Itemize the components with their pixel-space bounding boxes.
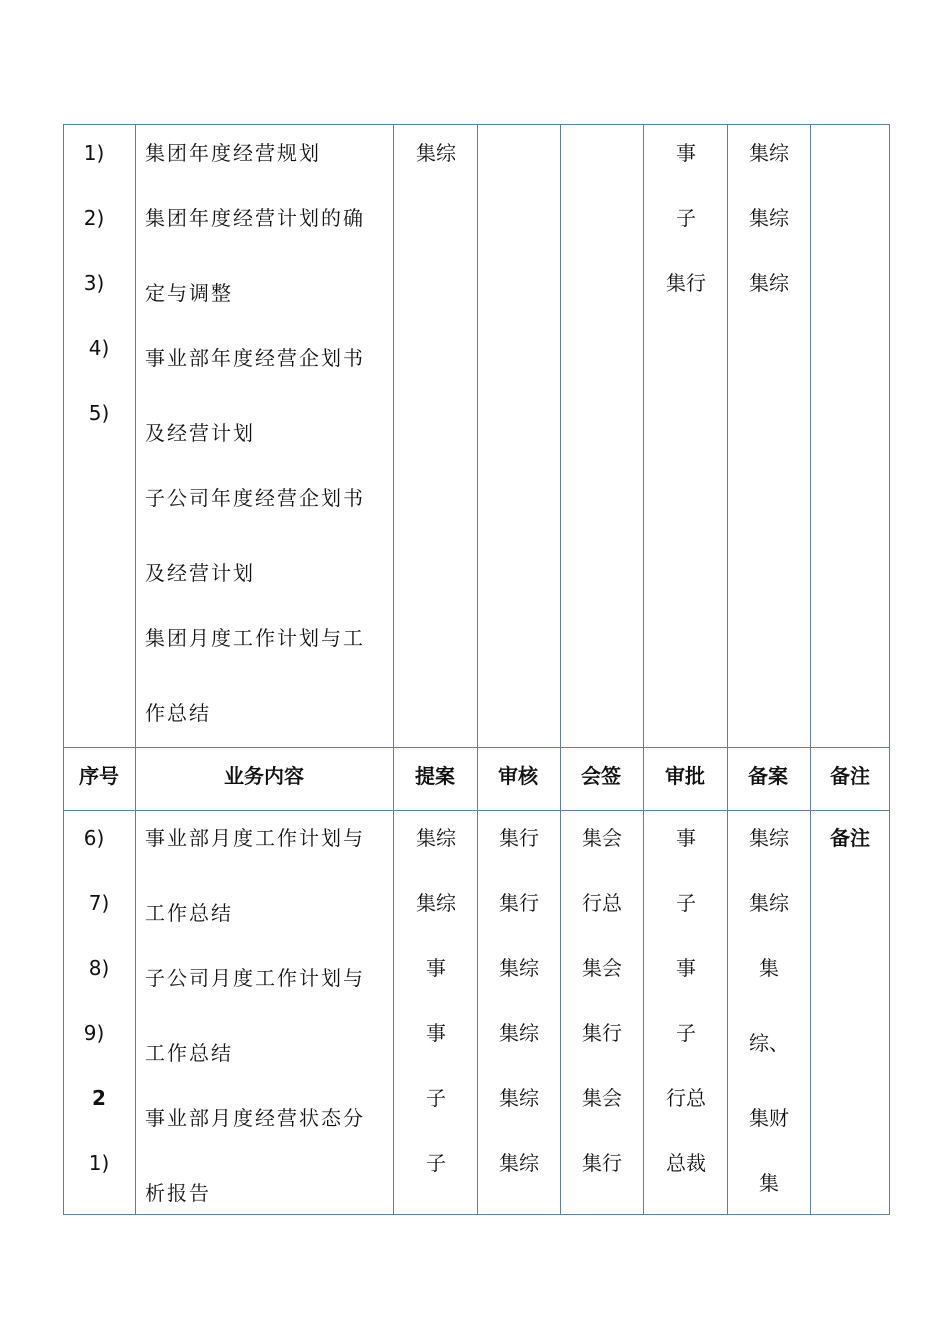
approve-cell: 事 [676, 956, 696, 980]
content-line: 子公司年度经营企划书 [145, 486, 365, 510]
approve-cell: 事 [676, 826, 696, 850]
content-line: 及经营计划 [145, 421, 255, 445]
review-cell: 集综 [499, 1021, 539, 1045]
approve-cell: 集行 [666, 271, 706, 295]
review-cell: 集行 [499, 891, 539, 915]
review-cell: 集行 [499, 826, 539, 850]
propose-cell: 集综 [416, 826, 456, 850]
column-divider [810, 125, 811, 1214]
content-line: 事业部月度工作计划与 [145, 826, 365, 850]
row-divider [64, 810, 889, 811]
record-cell: 集综 [749, 206, 789, 230]
countersign-cell: 集会 [582, 956, 622, 980]
header-content: 业务内容 [224, 764, 304, 788]
column-divider [135, 125, 136, 1214]
content-line: 事业部年度经营企划书 [145, 346, 365, 370]
approve-cell: 子 [676, 206, 696, 230]
content-line: 集团月度工作计划与工 [145, 626, 365, 650]
record-cell: 集综 [749, 891, 789, 915]
propose-cell: 集综 [416, 141, 456, 165]
seq-cell: 7) [88, 891, 110, 915]
countersign-cell: 集行 [582, 1151, 622, 1175]
record-cell: 集财 [749, 1106, 789, 1130]
approve-cell: 总裁 [666, 1151, 706, 1175]
content-line: 集团年度经营规划 [145, 141, 321, 165]
seq-cell: 2) [83, 206, 105, 230]
seq-cell: 9) [83, 1021, 105, 1045]
header-record: 备案 [748, 764, 788, 788]
record-cell: 集 [759, 956, 779, 980]
propose-cell: 子 [426, 1151, 446, 1175]
column-divider [393, 125, 394, 1214]
content-line: 及经营计划 [145, 561, 255, 585]
approve-cell: 子 [676, 1021, 696, 1045]
column-divider [727, 125, 728, 1214]
seq-cell: 2 [92, 1086, 106, 1110]
review-cell: 集综 [499, 1151, 539, 1175]
seq-cell: 1) [88, 1151, 110, 1175]
content-line: 集团年度经营计划的确 [145, 206, 365, 230]
countersign-cell: 行总 [582, 891, 622, 915]
column-divider [560, 125, 561, 1214]
seq-cell: 3) [83, 271, 105, 295]
propose-cell: 集综 [416, 891, 456, 915]
content-line: 作总结 [145, 701, 211, 725]
seq-cell: 4) [88, 336, 110, 360]
countersign-cell: 集会 [582, 826, 622, 850]
approve-cell: 事 [676, 141, 696, 165]
record-cell: 集 [759, 1171, 779, 1195]
row-divider [64, 747, 889, 748]
seq-cell: 5) [88, 401, 110, 425]
content-line: 析报告 [145, 1181, 211, 1205]
column-divider [477, 125, 478, 1214]
countersign-cell: 集行 [582, 1021, 622, 1045]
content-line: 事业部月度经营状态分 [145, 1106, 365, 1130]
header-remark: 备注 [830, 764, 870, 788]
record-cell: 综、 [749, 1031, 789, 1055]
business-approval-table [63, 124, 890, 1215]
remark-cell: 备注 [830, 826, 870, 850]
record-cell: 集综 [749, 271, 789, 295]
content-line: 子公司月度工作计划与 [145, 966, 365, 990]
review-cell: 集综 [499, 1086, 539, 1110]
propose-cell: 事 [426, 956, 446, 980]
header-propose: 提案 [415, 764, 455, 788]
approve-cell: 行总 [666, 1086, 706, 1110]
propose-cell: 事 [426, 1021, 446, 1045]
header-approve: 审批 [665, 764, 705, 788]
record-cell: 集综 [749, 826, 789, 850]
content-line: 工作总结 [145, 1041, 233, 1065]
review-cell: 集综 [499, 956, 539, 980]
header-review: 审核 [498, 764, 538, 788]
header-seq: 序号 [79, 764, 119, 788]
record-cell: 集综 [749, 141, 789, 165]
column-divider [643, 125, 644, 1214]
seq-cell: 6) [83, 826, 105, 850]
approve-cell: 子 [676, 891, 696, 915]
seq-cell: 1) [83, 141, 105, 165]
content-line: 定与调整 [145, 281, 233, 305]
content-line: 工作总结 [145, 901, 233, 925]
propose-cell: 子 [426, 1086, 446, 1110]
countersign-cell: 集会 [582, 1086, 622, 1110]
seq-cell: 8) [88, 956, 110, 980]
header-countersign: 会签 [581, 764, 621, 788]
